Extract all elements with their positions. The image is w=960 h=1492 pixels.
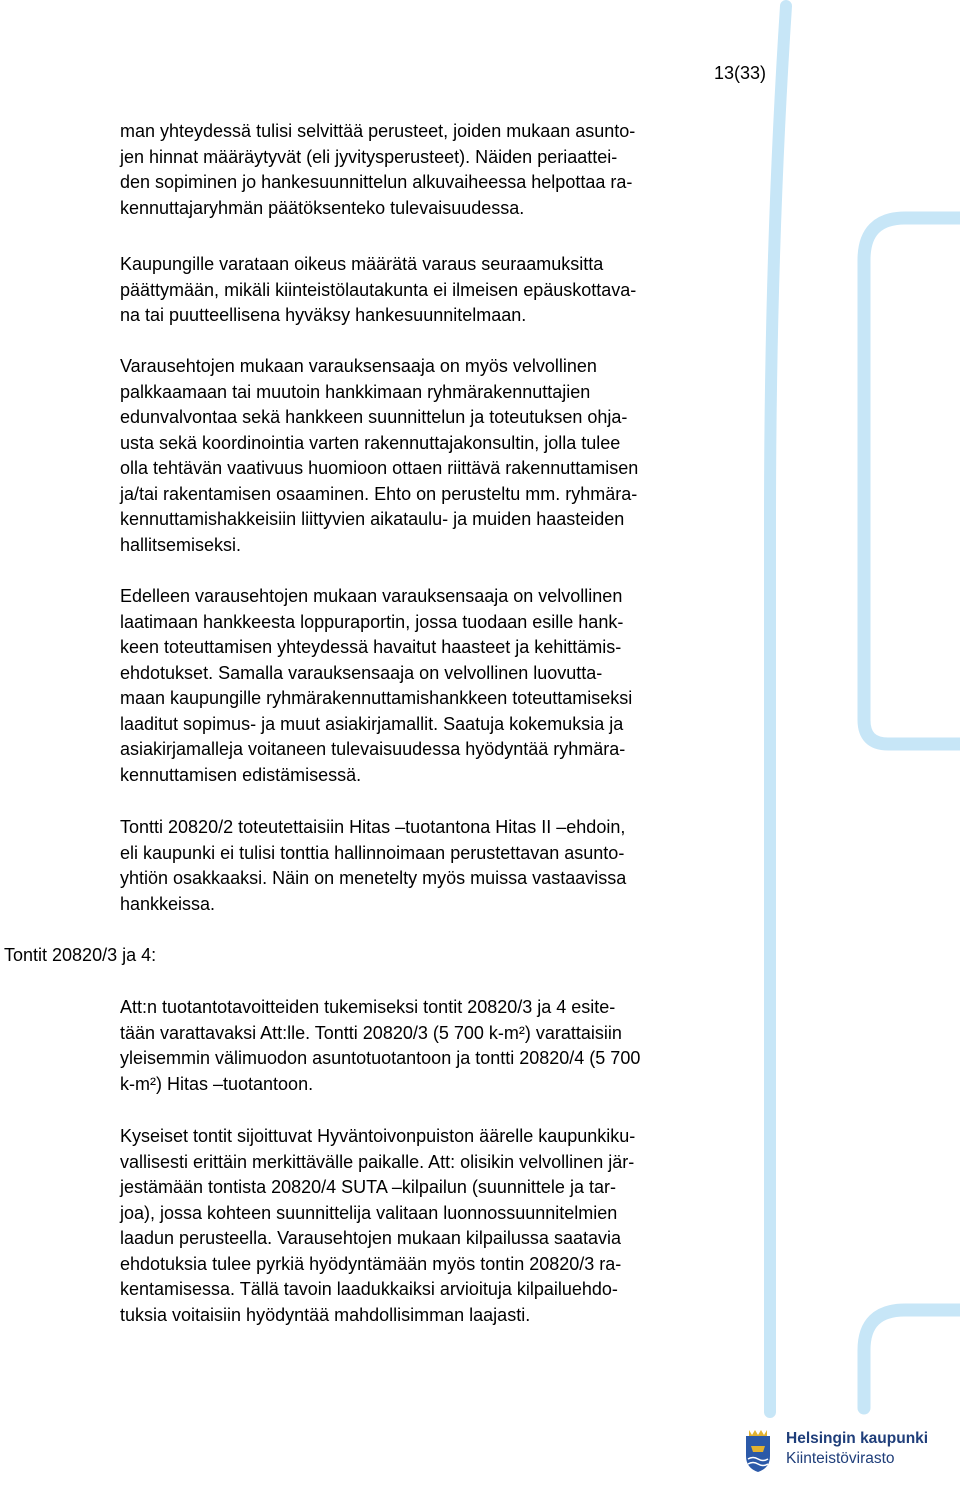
text-line: jestämään tontista 20820/4 SUTA –kilpailun (suunnittele ja tar- (120, 1177, 616, 1197)
paragraph-hitas-plot (120, 815, 770, 917)
text-line: tuksia voitaisiin hyödyntää mahdollisimman laajasti. (120, 1304, 531, 1325)
page-number: 13(33) (713, 63, 766, 83)
paragraph-final-report (120, 584, 770, 788)
text-line: Kyseiset tontit sijoittuvat Hyväntoivonpuiston äärelle kaupunkiku- (120, 1126, 636, 1146)
text-line: k-m²) Hitas –tuotantoon. (120, 1073, 314, 1094)
text-line: ehdotuksia tulee pyrkiä hyödyntämään myös tontin 20820/3 ra- (120, 1253, 622, 1274)
text-line: joa), jossa kohteen suunnittelija valitaan luonnossuunnitelmien (120, 1202, 618, 1223)
text-line: olla tehtävän vaativuus huomioon ottaen riittävä rakennuttamisen (120, 458, 639, 478)
text-line: eli kaupunki ei tulisi tonttia hallinnoimaan perustettavan asunto- (120, 842, 625, 863)
text-line: na tai puutteellisena hyväksy hankesuunnitelmaan. (120, 305, 527, 325)
text-line: ja/tai rakentamisen osaaminen. Ehto on perusteltu mm. ryhmära- (120, 483, 638, 504)
paragraph-att-reservation (120, 995, 770, 1097)
text-line: hankkeissa. (120, 893, 216, 914)
paragraph-rights-basis (120, 119, 770, 221)
text-line: tään varattavaksi Att:lle. Tontti 20820/3 (5 700 k-m²) varattaisiin (120, 1022, 622, 1043)
text-line: laadun perusteella. Varausehtojen mukaan kilpailussa saatavia (120, 1228, 621, 1248)
text-line: hallitsemiseksi. (120, 534, 242, 555)
text-line: palkkaamaan tai muutoin hankkimaan ryhmärakennuttajien (120, 381, 591, 402)
text-line: yleisemmin välimuodon asuntotuotantoon ja tontti 20820/4 (5 700 (120, 1048, 641, 1068)
paragraph-competition (120, 1124, 770, 1328)
text-line: maan kaupungille ryhmärakennuttamishankkeen toteuttamiseksi (120, 688, 633, 708)
text-line: kennuttamisen edistämisessä. (120, 764, 362, 785)
text-line: kentamisessa. Tällä tavoin laadukkaiksi arvioituja kilpailuehdo- (120, 1279, 618, 1299)
section-label-plots: Tontit 20820/3 ja 4: (4, 945, 157, 965)
helsinki-crest-icon (738, 1426, 778, 1476)
paragraph-consultant-obligation (120, 354, 770, 558)
text-line: usta sekä koordinointia varten rakennuttajakonsultin, jolla tulee (120, 432, 621, 453)
text-line: laatimaan hankkeesta loppuraportin, jossa tuodaan esille hank- (120, 611, 624, 632)
text-line: Edelleen varausehtojen mukaan varauksensaaja on velvollinen (120, 586, 623, 606)
text-line: yhtiön osakkaaksi. Näin on menetelty myös muissa vastaavissa (120, 868, 627, 888)
text-line: vallisesti erittäin merkittävälle paikalle. Att: olisikin velvollinen jär- (120, 1151, 635, 1172)
text-line: päättymään, mikäli kiinteistölautakunta ei ilmeisen epäuskottava- (120, 279, 637, 300)
department-name: Kiinteistövirasto (786, 1450, 895, 1467)
organization-name: Helsingin kaupunki (786, 1430, 929, 1447)
text-line: keen toteuttamisen yhteydessä havaitut haasteet ja kehittämis- (120, 637, 622, 657)
footer-logo (738, 1426, 948, 1478)
text-line: edunvalvontaa sekä hankkeen suunnittelun ja toteutuksen ohja- (120, 407, 628, 427)
text-line: man yhteydessä tulisi selvittää perusteet, joiden mukaan asunto- (120, 121, 636, 141)
text-line: Varausehtojen mukaan varauksensaaja on myös velvollinen (120, 356, 597, 376)
paragraph-reservation-termination (120, 252, 770, 329)
text-line: kennuttajaryhmän päätöksenteko tulevaisuudessa. (120, 197, 525, 218)
text-line: ehdotukset. Samalla varauksensaaja on velvollinen luovutta- (120, 662, 603, 683)
text-line: kennuttamishakkeisiin liittyvien aikataulu- ja muiden haasteiden (120, 509, 625, 529)
text-line: Tontti 20820/2 toteutettaisiin Hitas –tuotantona Hitas II –ehdoin, (120, 817, 626, 837)
text-line: laaditut sopimus- ja muut asiakirjamallit. Saatuja kokemuksia ja (120, 713, 624, 734)
text-line: den sopiminen jo hankesuunnittelun alkuvaiheessa helpottaa ra- (120, 172, 633, 192)
text-line: jen hinnat määräytyvät (eli jyvitysperusteet). Näiden periaattei- (120, 146, 618, 167)
text-line: Kaupungille varataan oikeus määrätä varaus seuraamuksitta (120, 254, 604, 274)
text-line: asiakirjamalleja voitaneen tulevaisuudessa hyödyntää ryhmära- (120, 739, 626, 759)
text-line: Att:n tuotantotavoitteiden tukemiseksi tontit 20820/3 ja 4 esite- (120, 997, 616, 1017)
